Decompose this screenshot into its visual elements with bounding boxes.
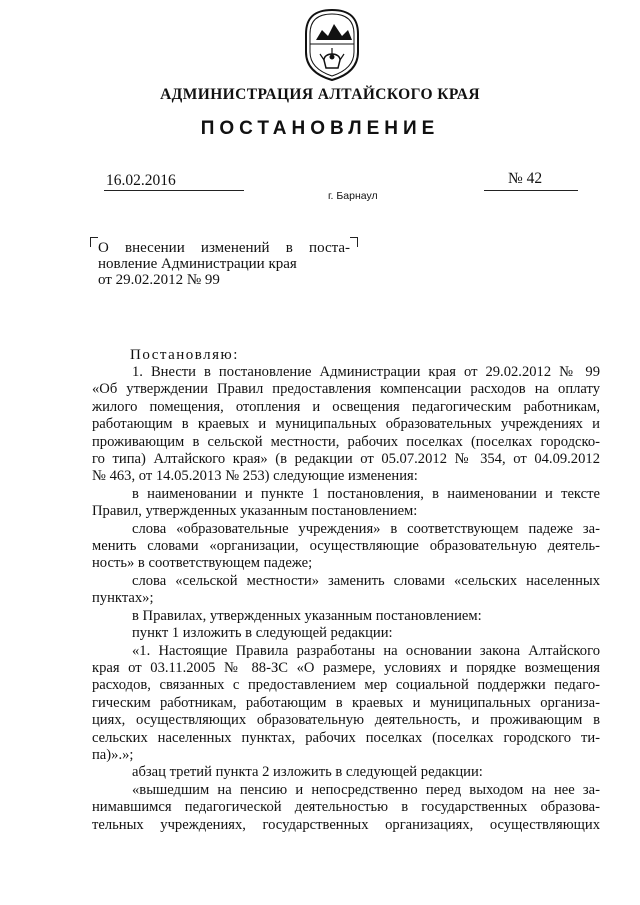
body-line: сельских населенных пунктах, рабочих поселках (поселках городского ти- bbox=[92, 729, 600, 746]
body-line: № 463, от 14.05.2013 № 253) следующие изменения: bbox=[92, 468, 418, 485]
body-line: тельных учреждениях, государственных организациях, осуществляющих bbox=[92, 816, 600, 833]
subject-bracket-left bbox=[90, 237, 98, 247]
body-line: ность» в соответствующем падеже; bbox=[92, 555, 313, 572]
body-line: пунктах»; bbox=[92, 590, 154, 607]
coat-of-arms-emblem bbox=[302, 8, 362, 82]
body-line: па)».»; bbox=[92, 746, 134, 763]
date-underline bbox=[104, 190, 244, 191]
document-date: 16.02.2016 bbox=[106, 172, 176, 189]
body-line: «Об утверждении Правил предоставления компенсации расходов на оплату bbox=[92, 381, 600, 398]
body-line: пункт 1 изложить в следующей редакции: bbox=[132, 625, 393, 642]
body-line: проживающим в сельской местности, рабочих поселках (поселках городско- bbox=[92, 433, 600, 450]
document-number: № 42 bbox=[508, 170, 543, 187]
subject-line: от 29.02.2012 № 99 bbox=[98, 272, 220, 288]
body-line: Правил, утвержденных указанным постановлением: bbox=[92, 503, 418, 520]
document-type: ПОСТАНОВЛЕНИЕ bbox=[200, 118, 440, 139]
body-line: слова «образовательные учреждения» в соответствующем падеже за- bbox=[132, 520, 600, 537]
body-line: менить словами «организации, осуществляющие образовательную деятель- bbox=[92, 538, 600, 555]
body-line: го типа) Алтайского края» (в редакции от 05.07.2012 № 354, от 04.09.2012 bbox=[92, 451, 600, 468]
organization-name: АДМИНИСТРАЦИЯ АЛТАЙСКОГО КРАЯ bbox=[160, 86, 480, 103]
body-line: слова «сельской местности» заменить словами «сельских населенных bbox=[132, 572, 600, 589]
subject-line: О внесении изменений в поста- bbox=[98, 240, 350, 256]
decree-word: Постановляю: bbox=[130, 347, 239, 363]
body-line: абзац третий пункта 2 изложить в следующей редакции: bbox=[132, 764, 483, 781]
body-line: 1. Внести в постановление Администрации края от 29.02.2012 № 99 bbox=[132, 364, 600, 380]
subject-bracket-right bbox=[350, 237, 358, 247]
body-line: работающим в краевых и муниципальных образовательных учреждениях и bbox=[92, 416, 600, 433]
city-name: г. Барнаул bbox=[328, 190, 378, 202]
document-body bbox=[92, 364, 600, 834]
body-line: в наименовании и пункте 1 постановления, в наименовании и тексте bbox=[132, 485, 600, 502]
body-line: «вышедшим на пенсию и непосредственно перед выходом на нее за- bbox=[132, 781, 600, 798]
body-line: расходов, связанных с предоставлением мер социальной поддержки педаго- bbox=[92, 677, 600, 694]
body-line: циях, осуществляющих образовательную деятельность, и проживающим в bbox=[92, 712, 600, 729]
body-line: «1. Настоящие Правила разработаны на основании закона Алтайского bbox=[132, 642, 600, 659]
body-line: жилого помещения, отопления и освещения педагогическим работникам, bbox=[92, 398, 600, 415]
subject-block bbox=[98, 240, 350, 288]
subject-line: новление Администрации края bbox=[98, 256, 297, 272]
body-line: в Правилах, утвержденных указанным постановлением: bbox=[132, 607, 482, 624]
body-line: края от 03.11.2005 № 88-ЗС «О размере, условиях и порядке возмещения bbox=[92, 659, 600, 676]
body-line: нимавшимся педагогической деятельностью в государственных образова- bbox=[92, 799, 600, 816]
body-line: гическим работникам, работающим в краевых и муниципальных организа- bbox=[92, 694, 600, 711]
number-underline bbox=[484, 190, 578, 191]
